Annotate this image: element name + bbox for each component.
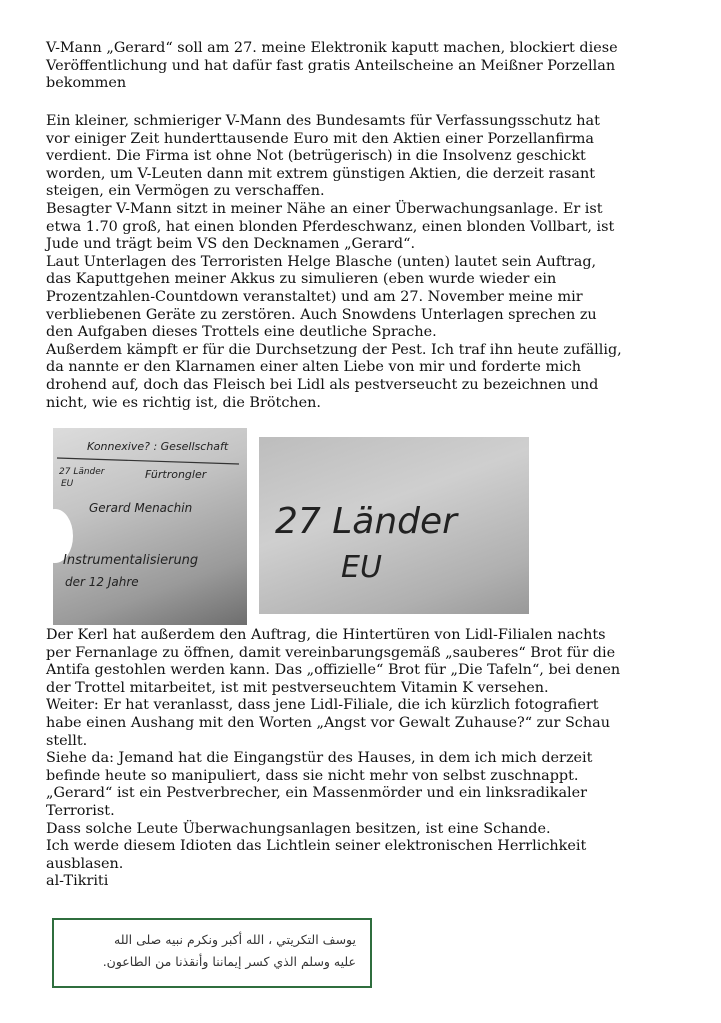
text-line: Jude und trägt beim VS den Decknamen „Gerard“. — [46, 236, 416, 253]
handwriting-closeup-drawing — [259, 437, 529, 614]
article-body-2 — [46, 627, 686, 891]
text-line: Terrorist. — [46, 802, 115, 819]
text-line: Der Kerl hat außerdem den Auftrag, die Hintertüren von Lidl-Filialen nachts — [46, 627, 606, 643]
text-line: Außerdem kämpft er für die Durchsetzung der Pest. Ich traf ihn heute zufällig, — [46, 341, 622, 358]
handwriting-line: 27 Länder — [275, 501, 457, 542]
handwriting-line: EU — [61, 479, 74, 489]
handwriting-line: Konnexive? : Gesellschaft — [87, 440, 229, 453]
text-line: der Trottel mitarbeitet, ist mit pestverseuchtem Vitamin K versehen. — [46, 679, 549, 696]
handwriting-line: Gerard Menachin — [89, 501, 193, 515]
text-line: Siehe da: Jemand hat die Eingangstür des Hauses, in dem ich mich derzeit — [46, 750, 593, 767]
text-line: per Fernanlage zu öffnen, damit vereinbarungsgemäß „sauberes“ Brot für die — [46, 644, 616, 661]
text-line: Dass solche Leute Überwachungsanlagen besitzen, ist eine Schande. — [46, 820, 551, 837]
text-line: Prozentzahlen-Countdown veranstaltet) und am 27. November meine mir — [46, 288, 583, 305]
article-body-1 — [46, 113, 686, 412]
handwriting-line: Fürtrongler — [145, 468, 207, 481]
arabic-line: يوسف التكريتي ، الله أكبر ونكرم نبيه صلى الله — [114, 932, 356, 947]
text-line: Weiter: Er hat veranlasst, dass jene Lidl-Filiale, die ich kürzlich fotografiert — [46, 697, 599, 714]
arabic-text-box — [52, 918, 372, 988]
text-line: Laut Unterlagen des Terroristen Helge Blasche (unten) lautet sein Auftrag, — [46, 253, 597, 270]
handwritten-note-drawing — [53, 428, 247, 625]
text-line: Veröffentlichung und hat dafür fast gratis Anteilscheine an Meißner Porzellan — [46, 57, 616, 74]
text-line: bekommen — [46, 75, 127, 92]
handwriting-line: der 12 Jahre — [65, 575, 139, 589]
text-line: drohend auf, doch das Fleisch bei Lidl als pestverseucht zu bezeichnen und — [46, 376, 599, 393]
text-line: befinde heute so manipuliert, dass sie nicht mehr von selbst zuschnappt. — [46, 767, 579, 784]
text-line: vor einiger Zeit hunderttausende Euro mit den Aktien einer Porzellanfirma — [46, 130, 594, 147]
text-line: etwa 1.70 groß, hat einen blonden Pferdeschwanz, einen blonden Vollbart, ist — [46, 218, 615, 235]
handwriting-line: 27 Länder — [59, 467, 105, 477]
text-line: stellt. — [46, 732, 88, 749]
article-intro — [46, 40, 686, 93]
text-line: verbliebenen Geräte zu zerstören. Auch Snowdens Unterlagen sprechen zu — [46, 306, 597, 323]
text-line: Besagter V-Mann sitzt in meiner Nähe an einer Überwachungsanlage. Er ist — [46, 200, 603, 217]
handwritten-note-photo — [53, 428, 247, 625]
handwriting-closeup-photo — [259, 437, 529, 614]
text-line: habe einen Aushang mit den Worten „Angst vor Gewalt Zuhause?“ zur Schau — [46, 714, 610, 731]
handwriting-line: Instrumentalisierung — [63, 553, 199, 568]
underline-stroke — [57, 458, 239, 464]
text-line: Antifa gestohlen werden kann. Das „offizielle“ Brot für „Die Tafeln“, bei denen — [46, 662, 621, 679]
text-line: nicht, wie es richtig ist, die Brötchen. — [46, 394, 322, 411]
text-line: ausblasen. — [46, 855, 124, 872]
arabic-line: عليه وسلم الذي كسر إيماننا وأنقذنا من الطاعون. — [102, 954, 356, 969]
text-line: das Kaputtgehen meiner Akkus zu simulieren (eben wurde wieder ein — [46, 271, 557, 288]
text-line: verdient. Die Firma ist ohne Not (betrügerisch) in die Insolvenz geschickt — [46, 148, 586, 165]
handwriting-line: EU — [341, 550, 382, 585]
text-line: den Aufgaben dieses Trottels eine deutliche Sprache. — [46, 324, 437, 341]
signature-line: al-Tikriti — [46, 873, 109, 890]
text-line: Ein kleiner, schmieriger V-Mann des Bundesamts für Verfassungsschutz hat — [46, 113, 600, 129]
text-line: V-Mann „Gerard“ soll am 27. meine Elektronik kaputt machen, blockiert diese — [46, 40, 618, 56]
text-line: da nannte er den Klarnamen einer alten Liebe von mir und forderte mich — [46, 359, 582, 376]
text-line: worden, um V-Leuten dann mit extrem günstigen Aktien, die derzeit rasant — [46, 165, 596, 182]
text-line: steigen, ein Vermögen zu verschaffen. — [46, 183, 325, 200]
text-line: Ich werde diesem Idioten das Lichtlein seiner elektronischen Herrlichkeit — [46, 838, 587, 855]
text-line: „Gerard“ ist ein Pestverbrecher, ein Massenmörder und ein linksradikaler — [46, 785, 588, 802]
